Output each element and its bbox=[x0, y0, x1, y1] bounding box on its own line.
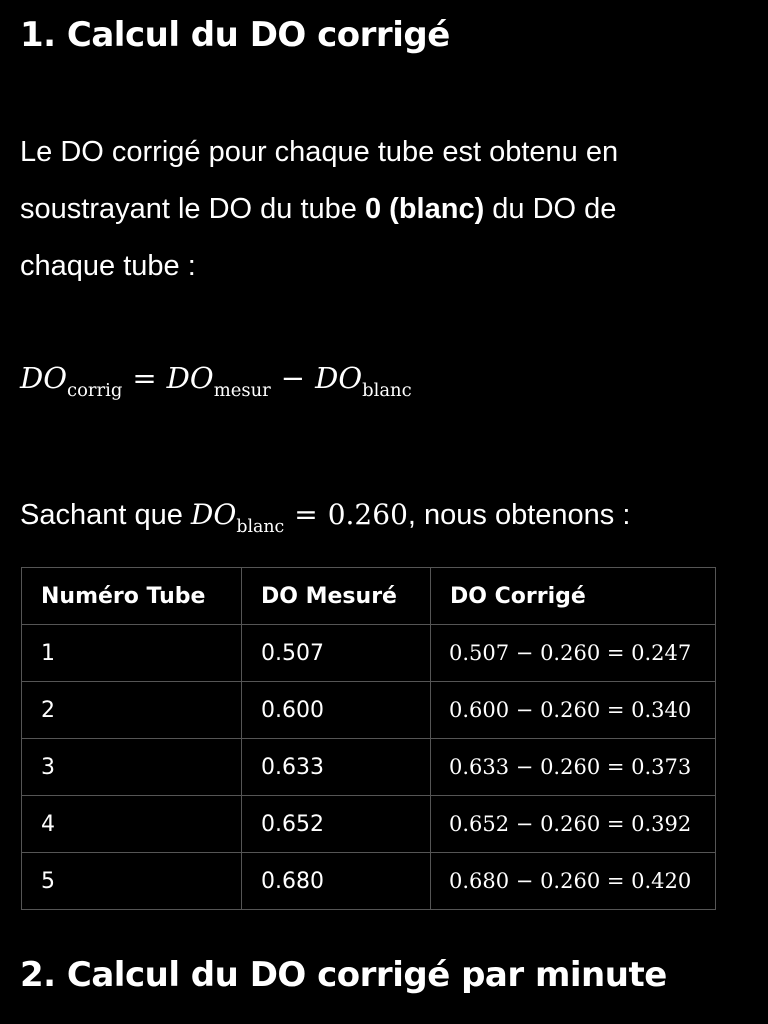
table-row bbox=[22, 739, 716, 796]
sachant-prefix: Sachant que bbox=[20, 499, 191, 531]
section-heading-2: 2. Calcul du DO corrigé par minute bbox=[20, 955, 667, 995]
table-row bbox=[22, 625, 716, 682]
formula-equals: = bbox=[132, 361, 157, 395]
formula-term1-base: DO bbox=[166, 361, 214, 395]
formula-minus: − bbox=[280, 361, 306, 395]
cell-tube: 5 bbox=[22, 853, 242, 910]
table-row bbox=[22, 796, 716, 853]
paragraph-text-2: soustrayant le DO du tube bbox=[20, 193, 365, 225]
cell-tube: 3 bbox=[22, 739, 242, 796]
header-numero-tube: Numéro Tube bbox=[22, 568, 242, 625]
cell-corrige: 0.507 − 0.260 = 0.247 bbox=[431, 625, 716, 682]
sachant-value: 0.260 bbox=[327, 498, 408, 531]
cell-tube: 4 bbox=[22, 796, 242, 853]
cell-mesure: 0.633 bbox=[242, 739, 431, 796]
sachant-suffix: , nous obtenons : bbox=[407, 499, 631, 531]
paragraph-bold-blank: 0 (blanc) bbox=[364, 193, 485, 225]
formula-lhs-sub: corrig bbox=[67, 380, 123, 402]
sachant-math bbox=[190, 498, 408, 537]
cell-tube: 2 bbox=[22, 682, 242, 739]
paragraph-text-3: du DO de bbox=[484, 193, 617, 225]
table-row bbox=[22, 853, 716, 910]
table-header-row bbox=[22, 568, 716, 625]
intro-paragraph bbox=[20, 124, 765, 295]
cell-tube: 1 bbox=[22, 625, 242, 682]
formula-term2-base: DO bbox=[315, 361, 363, 395]
formula-term1-sub: mesur bbox=[213, 380, 271, 402]
do-corrige-formula bbox=[20, 356, 412, 400]
header-do-corrige: DO Corrigé bbox=[431, 568, 716, 625]
formula-lhs-base: DO bbox=[20, 361, 68, 395]
do-table bbox=[21, 567, 716, 910]
header-do-mesure: DO Mesuré bbox=[242, 568, 431, 625]
sachant-line bbox=[20, 490, 630, 540]
cell-corrige: 0.652 − 0.260 = 0.392 bbox=[431, 796, 716, 853]
paragraph-text-1: Le DO corrigé pour chaque tube est obtenu en bbox=[20, 136, 619, 168]
cell-mesure: 0.680 bbox=[242, 853, 431, 910]
cell-corrige: 0.633 − 0.260 = 0.373 bbox=[431, 739, 716, 796]
cell-corrige: 0.600 − 0.260 = 0.340 bbox=[431, 682, 716, 739]
cell-mesure: 0.652 bbox=[242, 796, 431, 853]
table-row bbox=[22, 682, 716, 739]
section-heading-1: 1. Calcul du DO corrigé bbox=[20, 15, 450, 55]
sachant-var-sub: blanc bbox=[236, 516, 285, 537]
sachant-var-base: DO bbox=[190, 498, 237, 531]
formula-term2-sub: blanc bbox=[362, 380, 412, 402]
paragraph-text-4: chaque tube : bbox=[20, 250, 196, 282]
cell-corrige: 0.680 − 0.260 = 0.420 bbox=[431, 853, 716, 910]
sachant-equals: = bbox=[294, 498, 318, 531]
cell-mesure: 0.600 bbox=[242, 682, 431, 739]
cell-mesure: 0.507 bbox=[242, 625, 431, 682]
